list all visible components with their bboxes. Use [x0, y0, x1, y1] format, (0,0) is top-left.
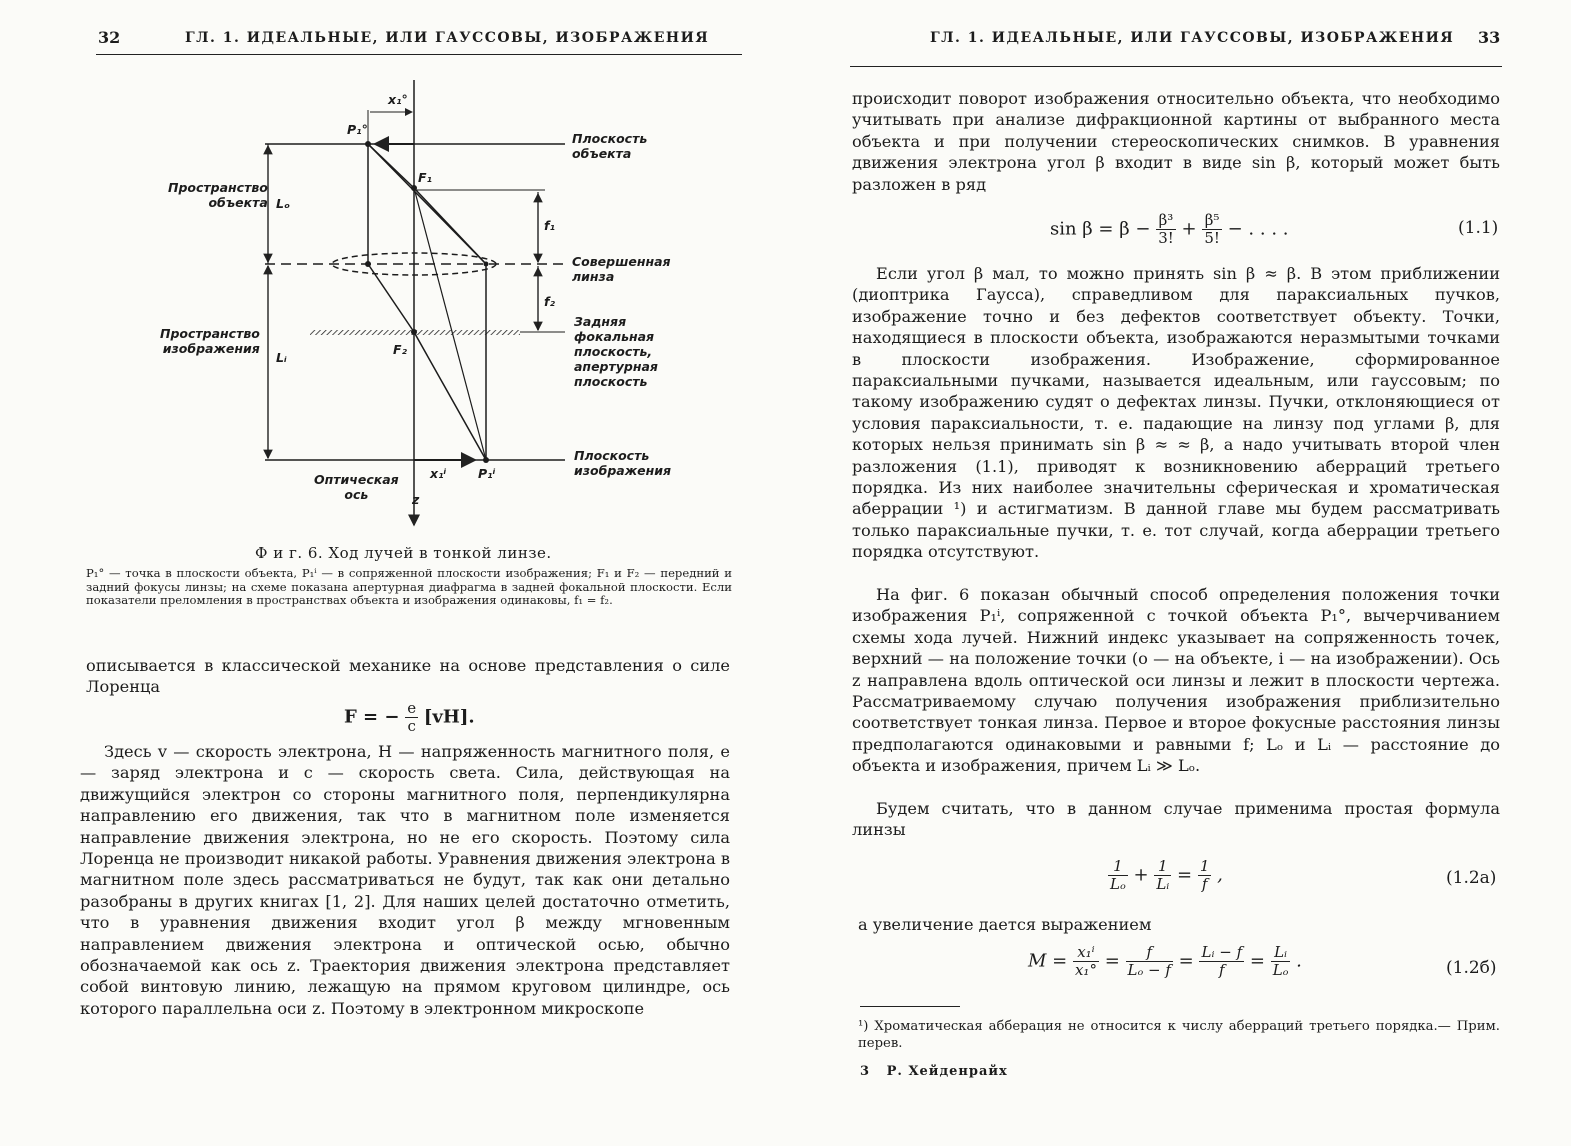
eq2-num-2: 1	[1154, 858, 1171, 876]
left-page	[0, 0, 785, 1146]
eq3-num-3: Lᵢ − f	[1201, 943, 1243, 961]
label-x1o: x₁°	[388, 92, 408, 107]
eq3-den-4: Lₒ	[1272, 961, 1289, 979]
eq3-frac-4	[1271, 944, 1291, 979]
eq3-frac-3	[1199, 944, 1244, 979]
figure-caption-text: P₁° — точка в плоскости объекта, P₁ⁱ — в сопряженной плоскости изображения; F₁ и F₂ — передний и задний фокусы линзы; на схеме показана апертурная диафрагма в задней фокальной плоскости. Если показатели преломления в пространствах объекта и изображения одинаковы, f₁ = f₂.	[86, 566, 732, 607]
label-perfect-lens: Совершенная линза	[572, 254, 671, 284]
label-x1i: x₁ⁱ	[430, 466, 447, 481]
label-image-space: Пространство изображения	[160, 326, 260, 356]
eq3-den-3: f	[1219, 961, 1225, 979]
equation-number-1-1: (1.1)	[1458, 218, 1499, 238]
label-f2-point: F₂	[393, 342, 408, 357]
label-optical-axis: Оптическая ось	[314, 472, 399, 502]
lorentz-num: e	[407, 699, 417, 717]
label-f1-length: f₁	[544, 218, 555, 233]
lorentz-formula	[344, 700, 475, 735]
left-paragraph-2: Здесь v — скорость электрона, H — напряженность магнитного поля, e — заряд электрона и c — скорость света. Сила, действующая на движущийся электрон со стороны магнитного поля, перпендикулярна направлению его движения, так что в магнитном поле изменяется направление движения электрона, но не его скорость. Поэтому сила Лоренца не производит никакой работы. Уравнения движения электрона в магнитном поле здесь рассматриваться не будут, так как они детально разобраны в других книгах [1, 2]. Для наших целей достаточно отметить, что в уравнения движения входит угол β между мгновенным направлением движения электрона и оптической осью, обычно обозначаемой как ось z. Траектория движения электрона представляет собой винтовую линию, лежащую на прямом круговом цилиндре, ось которого параллельна оси z. Поэтому в электронном микроскопе	[80, 742, 730, 1018]
running-head-left: ГЛ. 1. ИДЕАЛЬНЫЕ, ИЛИ ГАУССОВЫ, ИЗОБРАЖЕНИЯ	[185, 30, 710, 46]
label-p1o: P₁°	[347, 122, 368, 137]
eq3-frac-2	[1126, 944, 1173, 979]
signature-mark: 3 Р. Хейденрайх	[860, 1064, 1008, 1079]
eq1-den-1: 3!	[1158, 229, 1174, 247]
eq1-frac-2	[1202, 212, 1222, 247]
eq2-den-3: f	[1201, 875, 1208, 893]
eq3-num-2: f	[1126, 944, 1173, 962]
eq2-frac-1	[1108, 858, 1128, 893]
footnote-rule	[860, 1006, 960, 1007]
eq3-num-4: Lᵢ	[1271, 944, 1291, 962]
footnote: ¹) Хроматическая абберация не относится к числу аберраций третьего порядка.— Прим. перев.	[858, 1019, 1500, 1051]
right-paragraph-5: а увеличение дается выражением	[858, 915, 1152, 934]
page-number-left: 32	[98, 28, 121, 47]
right-paragraph-2: Если угол β мал, то можно принять sin β ≈ β. В этом приближении (диоптрика Гаусса), справедливом для параксиальных пучков, изображение точно и без дефектов соответствует объекту. Точки, находящиеся в плоскости объекта, изображаются неразмытыми точками в плоскости изображения. Изображение, сформированное параксиальными пучками, называется идеальным, или гауссовым; по такому изображению судят о дефектах линзы. Пучки, отклоняющиеся от условия параксиальности, т. е. падающие на линзу под углами β, для которых нельзя принимать sin β ≈ ≈ β, а надо учитывать второй член разложения (1.1), приводят к возникновению аберраций третьего порядка. Из них наиболее значительны сферическая и хроматическая аберрации ¹) и астигматизм. В данной главе мы будем рассматривать только параксиальные пучки, т. е. тот случай, когда аберрации третьего порядка отсутствуют.	[852, 264, 1500, 562]
equation-number-1-2a: (1.2а)	[1446, 868, 1497, 888]
right-paragraph-4: Будем считать, что в данном случае применима простая формула линзы	[852, 799, 1500, 840]
eq3-frac-1	[1073, 944, 1099, 979]
label-back-focal-plane: Задняя фокальная плоскость, апертурная плоскость	[574, 314, 658, 389]
eq1-tail: − . . . .	[1227, 218, 1289, 240]
page-number-right: 33	[1478, 28, 1501, 47]
left-paragraph-1: описывается в классической механике на основе представления о силе Лоренца	[86, 656, 730, 697]
label-object-plane: Плоскость объекта	[572, 131, 648, 161]
right-paragraph-1: происходит поворот изображения относительно объекта, что необходимо учитывать при анализе дифракционной картины от выбранного места объекта и при получении стереоскопических снимков. В уравнения движения электрона угол β входит в виде sin β, который может быть разложен в ряд	[852, 89, 1500, 194]
label-li: Lᵢ	[276, 350, 287, 365]
eq2-frac-2	[1154, 858, 1171, 893]
lorentz-rhs: [vH].	[423, 706, 475, 728]
right-paragraph-3: На фиг. 6 показан обычный способ определения положения точки изображения P₁ⁱ, сопряженной с точкой объекта P₁°, вычерчиванием схемы хода лучей. Нижний индекс указывает на сопряженность точек, верхний — на положение точки (o — на объекте, i — на изображении). Ось z направлена вдоль оптической оси линзы и лежит в плоскости чертежа. Рассматриваемому случаю получения изображения приблизительно соответствует тонкая линза. Первое и второе фокусные расстояния линзы предполагаются одинаковыми и равными f; Lₒ и Lᵢ — расстояние до объекта и изображения, причем Lᵢ ≫ Lₒ.	[852, 585, 1500, 776]
equation-number-1-2b: (1.2б)	[1446, 958, 1497, 978]
eq2-den-2: Lᵢ	[1156, 875, 1170, 893]
eq3-den-1: x₁°	[1074, 961, 1097, 979]
eq2-den-1: Lₒ	[1110, 875, 1126, 893]
eq1-den-2: 5!	[1204, 229, 1220, 247]
eq1-num-1: β³	[1156, 212, 1176, 230]
eq1-plus: +	[1181, 218, 1203, 240]
label-f1-point: F₁	[418, 170, 433, 185]
figure-caption-title: Ф и г. 6. Ход лучей в тонкой линзе.	[255, 544, 552, 562]
running-head-right: ГЛ. 1. ИДЕАЛЬНЫЕ, ИЛИ ГАУССОВЫ, ИЗОБРАЖЕНИЯ	[930, 30, 1455, 46]
label-image-plane: Плоскость изображения	[574, 448, 672, 478]
header-rule-right	[850, 66, 1502, 67]
eq1-num-2: β⁵	[1202, 212, 1222, 230]
eq3-lhs: M =	[1028, 950, 1068, 972]
eq3-den-2: Lₒ − f	[1127, 961, 1171, 979]
label-object-space: Пространство объекта	[168, 180, 268, 210]
lorentz-fraction	[405, 700, 418, 735]
lorentz-lhs: F = −	[344, 706, 400, 728]
header-rule-left	[96, 54, 742, 55]
eq2-num-1: 1	[1108, 858, 1128, 876]
eq3-num-1: x₁ⁱ	[1073, 944, 1099, 962]
eq2-frac-3	[1198, 858, 1212, 893]
lorentz-den: c	[407, 717, 416, 735]
label-f2-length: f₂	[544, 294, 555, 309]
label-lo: Lₒ	[276, 196, 291, 211]
equation-1-2b: M = $\frac{\text{x₁ⁱ}}{\text{x₁°}}$ = $\frac{f}{\text{Lₒ − f}}$ = $\frac{\text{Lᵢ − f}}{f}$ = $\frac{\text{Lᵢ}}{\text{Lₒ}}$ .	[1028, 943, 1302, 979]
right-page	[790, 0, 1571, 1146]
ray-through-f1	[368, 144, 414, 188]
eq1-lhs: sin β = β −	[1050, 218, 1151, 240]
eq2-num-3: 1	[1199, 857, 1210, 875]
equation-1-2a: $\frac{1}{\text{Lₒ}}$ + $\frac{1}{\text{Lᵢ}}$ = $\frac{1}{f}$ ,	[1110, 857, 1223, 893]
eq1-frac-1	[1156, 212, 1176, 247]
label-p1i: P₁ⁱ	[478, 466, 496, 481]
label-z: z	[412, 492, 420, 507]
equation-1-1	[1050, 212, 1288, 247]
